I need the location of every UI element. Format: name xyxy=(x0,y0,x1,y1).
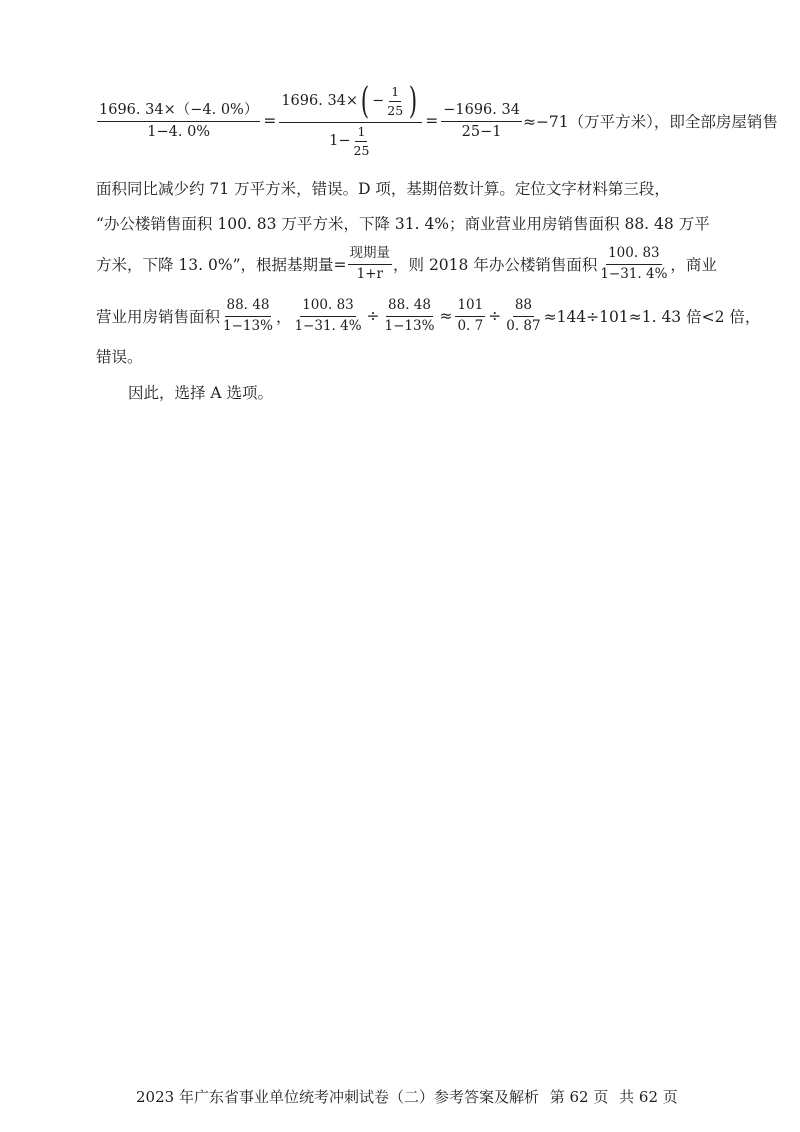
approx-fraction-2 xyxy=(504,298,542,334)
ratio-fraction-2-denominator: 1−13% xyxy=(384,317,435,334)
answer-text: 因此，选择 A 选项。 xyxy=(128,384,274,402)
divide-sign-2: ÷ xyxy=(488,307,502,325)
text-line-2 xyxy=(96,176,720,200)
line-5-prefix: 营业用房销售面积 xyxy=(96,308,221,326)
line-4-prefix: 方米，下降 13. 0%”，根据基期量= xyxy=(96,256,347,274)
footer-title: 2023 年广东省事业单位统考冲刺试卷（二）参考答案及解析 xyxy=(136,1088,539,1106)
formula-line-5 xyxy=(96,294,761,338)
fraction-3-numerator: −1696. 34 xyxy=(441,102,522,122)
commercial-area-numerator: 88. 48 xyxy=(225,298,272,317)
inner-fraction-denominator: 25 xyxy=(387,103,404,119)
commercial-area-fraction xyxy=(221,298,275,334)
line-5-result: ≈144÷101≈1. 43 倍<2 倍， xyxy=(543,308,761,326)
base-formula-denominator: 1+r xyxy=(356,265,383,282)
denominator-fraction-denominator: 25 xyxy=(353,143,370,158)
inner-fraction-numerator: 1 xyxy=(389,85,401,102)
ratio-fraction-1-numerator: 100. 83 xyxy=(300,298,356,317)
fraction-3-denominator: 25−1 xyxy=(461,123,502,140)
text-line-7 xyxy=(128,380,752,404)
text-line-6 xyxy=(96,344,720,368)
line-4-suffix: ，商业 xyxy=(670,256,717,274)
ratio-fraction-1-denominator: 1−31. 4% xyxy=(294,317,362,334)
approx-sign: ≈ xyxy=(439,307,453,325)
quoted-text: “办公楼销售面积 100. 83 万平方米，下降 31. 4%；商业营业用房销售面积 88. 48 万平 xyxy=(96,215,710,233)
equals-sign: = xyxy=(263,112,277,130)
approx-result-text: ≈−71（万平方米），即全部房屋销售 xyxy=(522,113,778,131)
approx-fraction-1-numerator: 101 xyxy=(455,298,485,317)
footer-page-number: 第 62 页 xyxy=(549,1088,609,1106)
fraction-2-numerator-prefix: 1696. 34× xyxy=(281,93,359,110)
office-area-numerator: 100. 83 xyxy=(606,246,662,265)
ratio-fraction-2-numerator: 88. 48 xyxy=(386,298,433,317)
fraction-2 xyxy=(279,80,422,159)
fraction-1 xyxy=(97,102,260,140)
approx-fraction-2-numerator: 88 xyxy=(513,298,534,317)
base-formula-numerator: 现期量 xyxy=(348,246,393,265)
line-4-middle: ，则 2018 年办公楼销售面积 xyxy=(393,256,598,274)
ratio-fraction-1 xyxy=(292,298,363,334)
page-footer xyxy=(136,1086,684,1107)
formula-line-4 xyxy=(96,242,720,286)
ratio-fraction-2 xyxy=(383,298,437,334)
minus-sign: − xyxy=(372,93,385,110)
comma: ， xyxy=(275,308,292,326)
parenthesized-fraction: ( − $\frac{1}{25}$ ) xyxy=(360,80,418,122)
divide-sign-1: ÷ xyxy=(366,307,380,325)
equals-sign-2: = xyxy=(425,112,439,130)
denominator-fraction-numerator: 1 xyxy=(355,125,367,142)
office-area-denominator: 1−31. 4% xyxy=(600,265,668,282)
fraction-2-denominator-prefix: 1− xyxy=(329,133,351,150)
fraction-1-numerator: 1696. 34×（−4. 0%） xyxy=(97,102,260,122)
text-line-3 xyxy=(96,211,720,235)
conclusion-text: 错误。 xyxy=(96,348,143,366)
inner-fraction xyxy=(385,85,405,119)
denominator-fraction xyxy=(352,125,372,159)
fraction-1-denominator: 1−4. 0% xyxy=(147,123,211,140)
office-area-fraction xyxy=(598,246,669,282)
base-formula-fraction xyxy=(348,246,393,282)
formula-line-1 xyxy=(96,78,778,164)
footer-total-pages: 共 62 页 xyxy=(619,1088,678,1106)
fraction-3 xyxy=(441,102,522,140)
approx-fraction-2-denominator: 0. 87 xyxy=(506,317,541,334)
paragraph-text: 面积同比减少约 71 万平方米，错误。D 项，基期倍数计算。定位文字材料第三段， xyxy=(96,180,670,198)
commercial-area-denominator: 1−13% xyxy=(223,317,273,334)
approx-fraction-1 xyxy=(455,298,485,334)
approx-fraction-1-denominator: 0. 7 xyxy=(457,317,484,334)
